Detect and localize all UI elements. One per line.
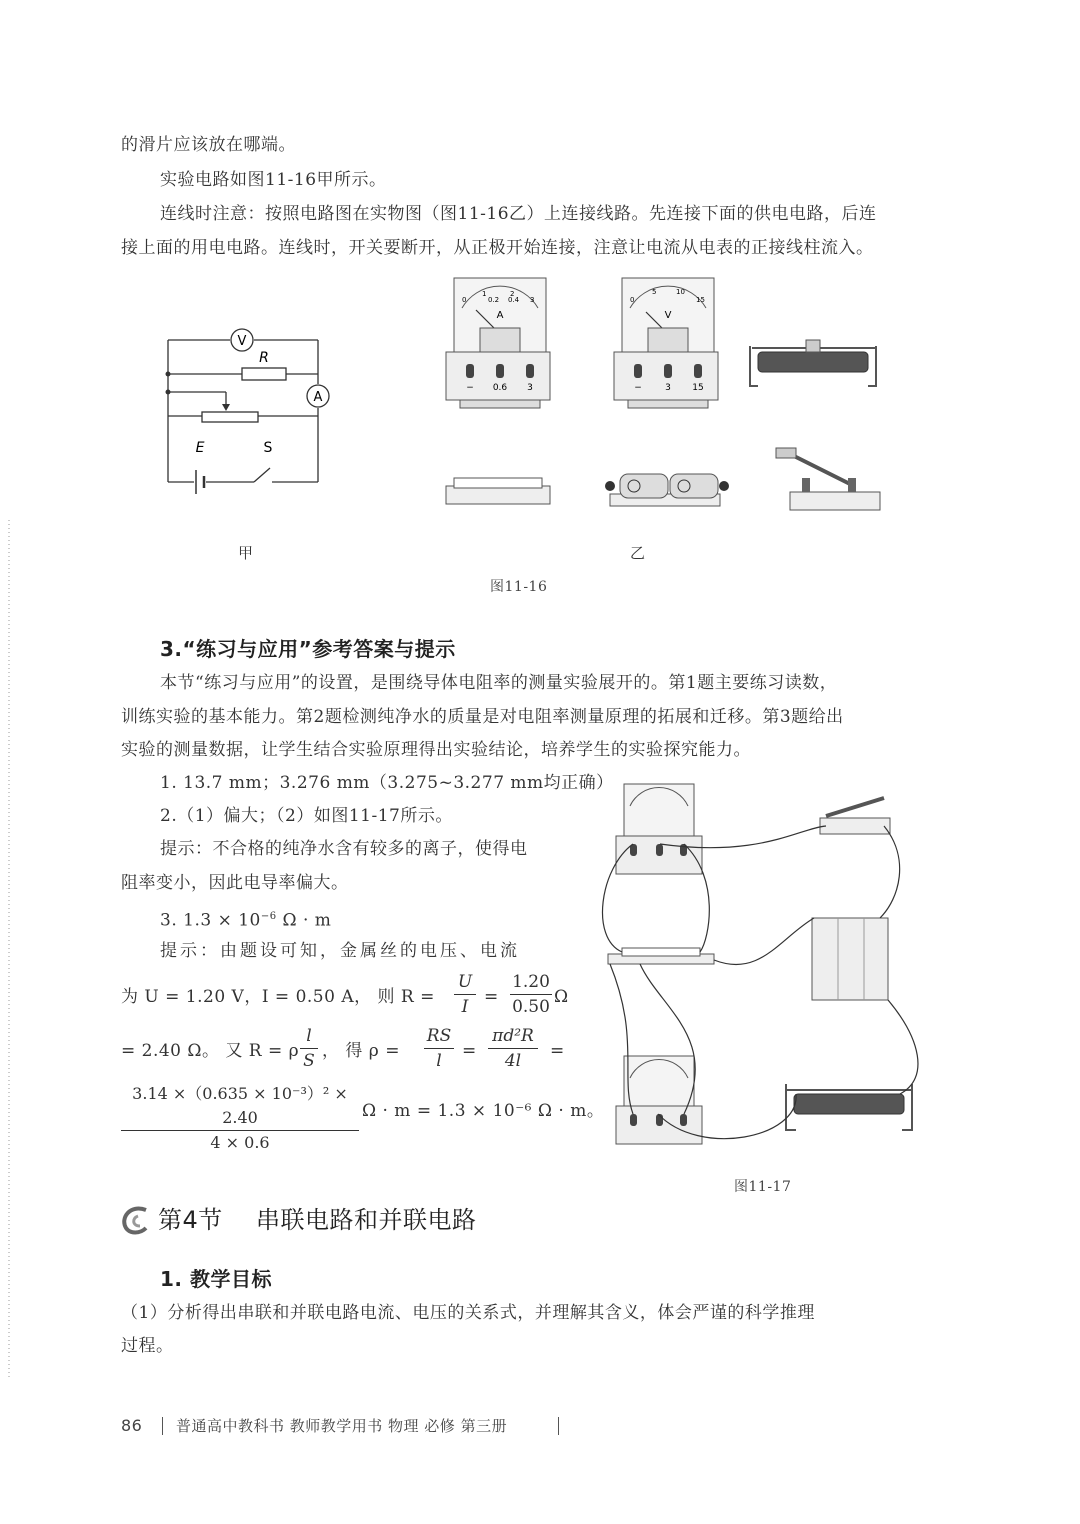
figure-label-jia: 甲 — [238, 544, 254, 562]
goal-text: （1）分析得出串联和并联电路电流、电压的关系式，并理解其含义，体会严谨的科学推理 — [121, 1303, 815, 1323]
svg-text:0: 0 — [462, 296, 467, 304]
answer-2: 2.（1）偏大；（2）如图11-17所示。 — [160, 806, 453, 826]
fraction-l-over-s: $\frac{l}{S}$ — [300, 1024, 318, 1073]
figure-caption-11-17: 图11-17 — [734, 1179, 792, 1195]
intro-line: 实验电路如图11-16甲所示。 — [160, 170, 387, 190]
body-text: 实验的测量数据，让学生结合实验原理得出实验结论，培养学生的实验探究能力。 — [121, 740, 751, 760]
svg-text:3: 3 — [527, 383, 533, 393]
svg-text:1: 1 — [482, 290, 487, 298]
svg-text:−: − — [634, 383, 642, 393]
section-heading: 3.“练习与应用”参考答案与提示 — [160, 637, 456, 661]
svg-text:3: 3 — [665, 383, 671, 393]
svg-text:2: 2 — [510, 290, 515, 298]
ammeter-illustration — [446, 278, 550, 408]
intro-line: 连线时注意：按照电路图在实物图（图11-16乙）上连接线路。先连接下面的供电电路，后连 — [160, 204, 877, 224]
fraction-pi-d2r: $\frac{\text{πd²R}}{4l}$ — [488, 1024, 538, 1073]
svg-text:−: − — [466, 383, 474, 393]
body-text: 本节“练习与应用”的设置，是围绕导体电阻率的测量实验展开的。第1题主要练习读数， — [160, 673, 838, 693]
page-number: 86 — [121, 1416, 143, 1435]
fraction-u-over-i: $\frac{U}{I}$ — [454, 970, 476, 1019]
svg-text:0.2: 0.2 — [488, 296, 500, 304]
intro-line: 接上面的用电电路。连线时，开关要断开，从正极开始连接，注意让电流从电表的正接线柱流入。 — [121, 238, 874, 258]
equation-2-text: = 2.40 Ω。 又 R = ρ — [121, 1041, 300, 1061]
answer-3: 3. $1.3 \times 10^{-6}$ Ω · m — [160, 910, 332, 931]
section-title: 串联电路和并联电路 — [256, 1206, 477, 1234]
svg-text:10: 10 — [676, 288, 685, 296]
footer-book-title: 普通高中教科书 教师教学用书 物理 必修 第三册 — [176, 1417, 508, 1435]
hint-2-cont: 阻率变小，因此电导率偏大。 — [121, 873, 349, 893]
figure-11-17-wiring — [600, 778, 930, 1158]
voltmeter-symbol: V — [237, 334, 247, 349]
svg-text:0: 0 — [630, 296, 635, 304]
section-logo-icon — [118, 1202, 154, 1238]
switch-label: S — [263, 440, 273, 456]
hint-2: 提示：不合格的纯净水含有较多的离子，使得电 — [160, 839, 528, 859]
body-text: 训练实验的基本能力。第2题检测纯净水的质量是对电阻率测量原理的拓展和迁移。第3题给出 — [121, 707, 844, 727]
resistor-label: R — [259, 350, 269, 366]
answer-1: 1. 13.7 mm；3.276 mm（3.275~3.277 mm均正确） — [160, 773, 614, 793]
battery-pack — [605, 474, 729, 506]
footer-divider — [162, 1417, 163, 1435]
intro-line: 的滑片应该放在哪端。 — [121, 135, 296, 155]
resistance-wire-board — [446, 478, 550, 504]
section-number: 第4节 — [158, 1206, 223, 1234]
svg-text:15: 15 — [692, 383, 704, 393]
apparatus-illustration-yi — [440, 272, 900, 522]
svg-text:A: A — [496, 310, 504, 321]
svg-text:0.4: 0.4 — [508, 296, 520, 304]
footer-divider — [558, 1417, 559, 1435]
svg-text:0.6: 0.6 — [492, 383, 508, 393]
rheostat-illustration — [750, 340, 876, 386]
fraction-values: $\frac{1.20}{0.50}$ — [510, 970, 552, 1019]
ammeter-symbol: A — [313, 390, 323, 405]
svg-text:V: V — [664, 310, 672, 321]
figure-caption-11-16: 图11-16 — [490, 579, 548, 595]
equation-1-text: 为 U = 1.20 V，I = 0.50 A， 则 R = — [121, 987, 435, 1007]
binding-edge — [8, 520, 10, 1380]
knife-switch — [776, 448, 880, 510]
fraction-rs-over-l: $\frac{RS}{l}$ — [424, 1024, 454, 1073]
hint-3: 提示：由题设可知，金属丝的电压、电流 — [160, 941, 520, 961]
svg-text:5: 5 — [652, 288, 657, 296]
circuit-diagram-jia — [150, 318, 340, 498]
goal-text-cont: 过程。 — [121, 1336, 174, 1356]
svg-text:3: 3 — [530, 296, 535, 304]
figure-label-yi: 乙 — [630, 544, 646, 562]
voltmeter-illustration — [614, 278, 718, 408]
fraction-final: $\frac{\text{3.14 ×（0.635 × 10⁻³）² × 2.40}}{4 \times 0.6}$ — [121, 1082, 359, 1155]
emf-label: E — [195, 440, 205, 456]
equation-3-result: Ω · m = 1.3 × 10⁻⁶ Ω · m。 — [362, 1101, 605, 1121]
subsection-heading: 1. 教学目标 — [160, 1267, 272, 1291]
svg-text:15: 15 — [696, 296, 705, 304]
